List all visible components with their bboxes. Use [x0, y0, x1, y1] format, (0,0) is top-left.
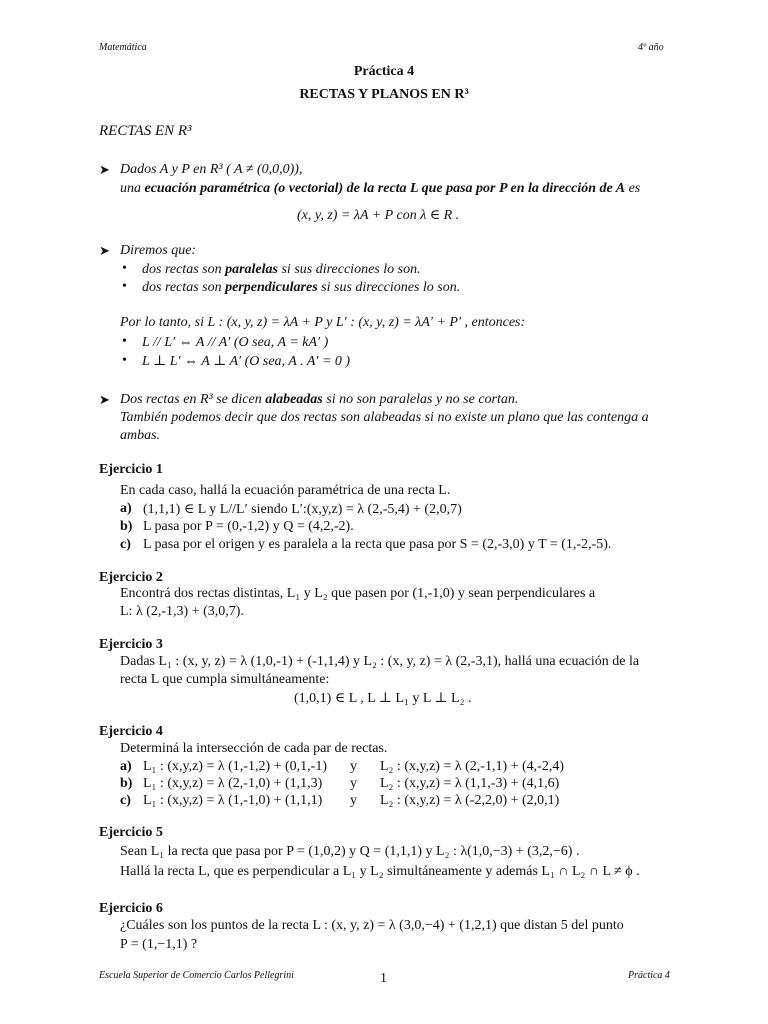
exercise-4-c-left: L₁ : (x,y,z) = λ (1,-1,0) + (1,1,1): [143, 793, 323, 808]
exercise-5-line1: Sean L₁ la recta que pasa por P = (1,0,2) y Q = (1,1,1) y L₂ : λ(1,0,−3) + (3,2,−6) .: [120, 844, 580, 859]
header-grade: 4º año: [638, 42, 664, 53]
intro-p3-line2: También podemos decir que dos rectas son alabeadas si no existe un plano que las contenga a: [120, 410, 649, 425]
intro-p1-line1: Dados A y P en R³ ( A ≠ (0,0,0)),: [120, 162, 303, 177]
exercise-1-item-c: L pasa por el origen y es paralela a la recta que pasa por S = (2,-3,0) y T = (1,-2,-5).: [143, 537, 612, 552]
exercise-3-line2: recta L que cumpla simultáneamente:: [120, 672, 330, 687]
footer-page-number: 1: [380, 971, 387, 986]
exercise-1-item-b: L pasa por P = (0,-1,2) y Q = (4,2,-2).: [143, 519, 354, 534]
intro-p2-line4: Por lo tanto, si L : (x, y, z) = λA + P y L′ : (x, y, z) = λA′ + P′ , entonces:: [120, 315, 526, 330]
exercise-4-c-right: L₂ : (x,y,z) = λ (-2,2,0) + (2,0,1): [380, 793, 560, 808]
exercise-6-line2: P = (1,−1,1) ?: [120, 937, 198, 952]
intro-p1-line2: una ecuación paramétrica (o vectorial) de la recta L que pasa por P en la dirección de A es: [120, 181, 641, 196]
bullet-icon: •: [122, 279, 127, 294]
intro-p2-line1: Diremos que:: [120, 243, 197, 258]
exercise-4-a-left: L₁ : (x,y,z) = λ (1,-1,2) + (0,1,-1): [143, 759, 328, 774]
exercise-1-label-a: a): [120, 501, 132, 516]
exercise-6-line1: ¿Cuáles son los puntos de la recta L : (x, y, z) = λ (3,0,−4) + (1,2,1) que distan 5 del punto: [120, 918, 624, 933]
arrow-bullet-icon: ➤: [99, 392, 110, 407]
intro-formula: (x, y, z) = λA + P con λ ∈ R .: [297, 208, 460, 223]
page-subtitle: RECTAS Y PLANOS EN R³: [299, 87, 469, 102]
exercise-1-label-b: b): [120, 519, 133, 534]
exercise-4-c-conj: y: [350, 793, 357, 808]
exercise-4-b-right: L₂ : (x,y,z) = λ (1,1,-3) + (4,1,6): [380, 776, 560, 791]
exercise-4-b-left: L₁ : (x,y,z) = λ (2,-1,0) + (1,1,3): [143, 776, 323, 791]
exercise-3-conditions: (1,0,1) ∈ L , L ⊥ L₁ y L ⊥ L₂ .: [294, 691, 472, 706]
exercise-1-title: Ejercicio 1: [99, 462, 163, 477]
bullet-icon: •: [122, 353, 127, 368]
exercise-1-item-a: (1,1,1) ∈ L y L//L′ siendo L′:(x,y,z) = λ (2,-5,4) + (2,0,7): [143, 502, 462, 517]
page-title: Práctica 4: [353, 64, 415, 79]
exercise-5-title: Ejercicio 5: [99, 825, 163, 840]
exercise-5-line2: Hallá la recta L, que es perpendicular a L₁ y L₂ simultáneamente y además L₁ ∩ L₂ ∩ L ≠ ϕ .: [120, 864, 640, 879]
exercise-3-line1: Dadas L₁ : (x, y, z) = λ (1,0,-1) + (-1,1,4) y L₂ : (x, y, z) = λ (2,-3,1), hallá una ecuación de la: [120, 654, 640, 669]
exercise-6-title: Ejercicio 6: [99, 901, 163, 916]
bullet-icon: •: [122, 334, 127, 349]
exercise-2-line2: L: λ (2,-1,3) + (3,0,7).: [120, 604, 244, 619]
intro-p3-line1: Dos rectas en R³ se dicen alabeadas si no son paralelas y no se cortan.: [120, 392, 519, 407]
exercise-4-a-conj: y: [350, 759, 357, 774]
exercise-4-label-b: b): [120, 776, 133, 791]
exercise-2-line1: Encontrá dos rectas distintas, L₁ y L₂ que pasen por (1,-1,0) y sean perpendiculares a: [120, 586, 596, 601]
exercise-4-b-conj: y: [350, 776, 357, 791]
footer-school: Escuela Superior de Comercio Carlos Pellegrini: [99, 970, 294, 981]
exercise-1-label-c: c): [120, 537, 131, 552]
exercise-4-title: Ejercicio 4: [99, 724, 163, 739]
intro-bullet1: dos rectas son paralelas si sus direcciones lo son.: [142, 262, 421, 277]
exercise-4-intro: Determiná la intersección de cada par de rectas.: [120, 741, 388, 756]
exercise-4-label-a: a): [120, 759, 132, 774]
intro-p3-line3: ambas.: [120, 428, 161, 443]
intro-bullet4: L ⊥ L′ ⇔ A ⊥ A′ (O sea, A . A′ = 0 ): [142, 354, 351, 369]
bullet-icon: •: [122, 261, 127, 276]
exercise-3-title: Ejercicio 3: [99, 637, 163, 652]
exercise-4-label-c: c): [120, 793, 131, 808]
exercise-1-intro: En cada caso, hallá la ecuación paramétrica de una recta L.: [120, 483, 451, 498]
arrow-bullet-icon: ➤: [99, 243, 110, 258]
exercise-4-a-right: L₂ : (x,y,z) = λ (2,-1,1) + (4,-2,4): [380, 759, 565, 774]
exercise-2-title: Ejercicio 2: [99, 570, 163, 585]
header-subject: Matemática: [99, 42, 147, 53]
footer-practice: Práctica 4: [628, 970, 670, 981]
intro-bullet2: dos rectas son perpendiculares si sus direcciones lo son.: [142, 280, 461, 295]
section-heading: RECTAS EN R³: [99, 123, 192, 139]
arrow-bullet-icon: ➤: [99, 162, 110, 177]
intro-bullet3: L // L′ ⇔ A // A′ (O sea, A = kA′ ): [142, 335, 329, 350]
